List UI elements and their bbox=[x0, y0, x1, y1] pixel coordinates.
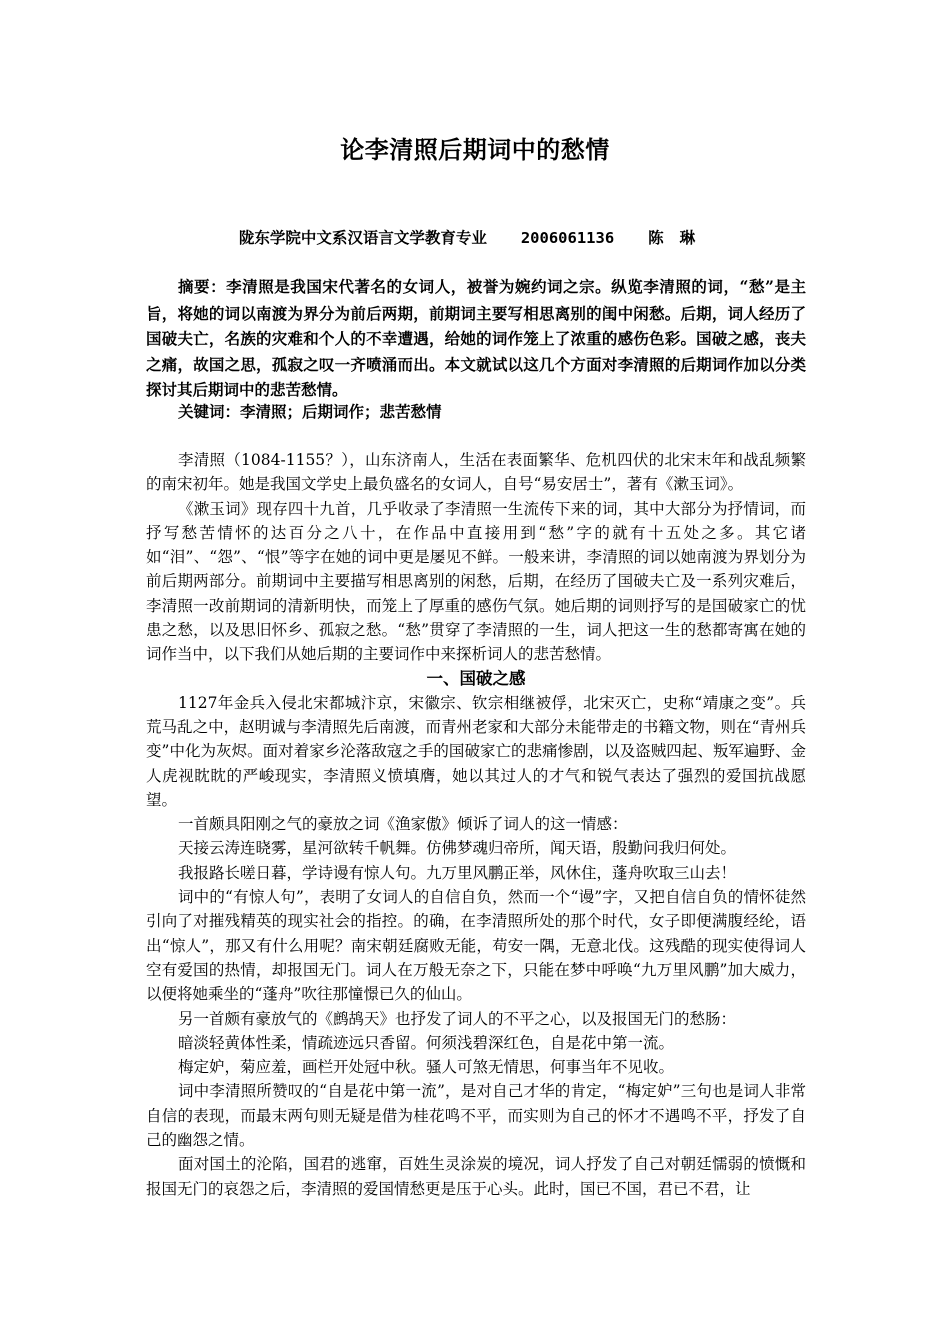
poem-line: 天接云涛连晓雾，星河欲转千帆舞。仿佛梦魂归帝所，闻天语，殷勤问我归何处。 bbox=[178, 839, 737, 858]
author-name: 陈琳 bbox=[648, 228, 712, 247]
paragraph-shuyu-ci: 《漱玉词》现存四十九首，几乎收录了李清照一生流传下来的词，其中大部分为抒情词，而抒写愁苦情怀的达百分之八十，在作品中直接用到“愁”字的就有十五处之多。其它诸如“泪”、“怨”、“恨”等字在她的词中更是屡见不鲜。一般来讲，李清照的词以她南渡为界划分为前后期两部分。前期词中主要描写相思离别的闲愁，后期，在经历了国破夫亡及一系列灾难后，李清照一改前期词的清新明快，而笼上了厚重的感伤气氛。她后期的词则抒写的是国破家亡的忧患之愁，以及思旧怀乡、孤寂之愁。“愁”贯穿了李清照的一生，词人把这一生的愁都寄寓在她的词作当中，以下我们从她后期的主要词作中来探析词人的悲苦愁情。 bbox=[146, 499, 806, 664]
poem-line: 暗淡轻黄体性柔，情疏迹远只香留。何须浅碧深红色，自是花中第一流。 bbox=[178, 1033, 675, 1052]
document-title: 论李清照后期词中的愁情 bbox=[340, 136, 610, 164]
paragraph-yujiaao-analysis: 词中的“有惊人句”，表明了女词人的自信自负，然而一个“谩”字，又把自信自负的情怀徒然引向了对摧残精英的现实社会的指控。的确，在李清照所处的那个时代，女子即便满腹经纶，语出“惊人”，那又有什么用呢？南宋朝廷腐败无能，苟安一隅，无意北伐。这残酷的现实使得词人空有爱国的热情，却报国无门。词人在万般无奈之下，只能在梦中呼唤“九万里风鹏”加大威力，以便将她乘坐的“蓬舟”吹往那憧憬已久的仙山。 bbox=[146, 888, 806, 1004]
paragraph-jingkang: 1127年金兵入侵北宋都城汴京，宋徽宗、钦宗相继被俘，北宋灭亡，史称“靖康之变”。兵荒马乱之中，赵明诚与李清照先后南渡，而青州老家和大部分未能带走的书籍文物，则在“青州兵变”中化为灰烬。面对着家乡沦落敌寇之手的国破家亡的悲痛惨剧，以及盗贼四起、叛军遍野、金人虎视眈眈的严峻现实，李清照义愤填膺，她以其过人的才气和锐气表达了强烈的爱国抗战愿望。 bbox=[146, 693, 806, 809]
paragraph-patriotic-sorrow: 面对国土的沦陷，国君的逃窜，百姓生灵涂炭的境况，词人抒发了自己对朝廷懦弱的愤慨和报国无门的哀怨之后，李清照的爱国情愁更是压于心头。此时，国已不国，君已不君，让 bbox=[146, 1155, 806, 1198]
paragraph-intro: 李清照（1084-1155？），山东济南人，生活在表面繁华、危机四伏的北宋末年和战乱频繁的南宋初年。她是我国文学史上最负盛名的女词人，自号“易安居士”，著有《漱玉词》。 bbox=[146, 451, 806, 494]
abstract bbox=[146, 274, 806, 403]
poem-line: 梅定妒，菊应羞，画栏开处冠中秋。骚人可煞无情思，何事当年不见收。 bbox=[178, 1058, 675, 1077]
section-heading: 一、国破之感 bbox=[426, 668, 526, 688]
body-text bbox=[146, 448, 806, 1201]
abstract-text: 李清照是我国宋代著名的女词人，被誉为婉约词之宗。纵览李清照的词，“愁”是主旨，将她的词以南渡为界分为前后两期，前期词主要写相思离别的闺中闲愁。后期，词人经历了国破夫亡，名族的灾难和个人的不幸遭遇，给她的词作笼上了浓重的感伤色彩。国破之感，丧夫之痛，故国之思，孤寂之叹一齐喷涌而出。本文就试以这几个方面对李清照的后期词作加以分类探讨其后期词中的悲苦愁情。 bbox=[146, 277, 806, 399]
student-id: 2006061136 bbox=[520, 229, 615, 247]
poem-line: 我报路长嗟日暮，学诗谩有惊人句。九万里风鹏正举，风休住，蓬舟吹取三山去！ bbox=[178, 863, 737, 882]
keywords-label: 关键词： bbox=[178, 403, 241, 421]
abstract-label: 摘要： bbox=[178, 278, 227, 296]
author-affiliation: 陇东学院中文系汉语言文学教育专业 bbox=[238, 228, 487, 247]
paragraph-zhegutian-analysis: 词中李清照所赞叹的“自是花中第一流”，是对自己才华的肯定，“梅定妒”三句也是词人非常自信的表现，而最末两句则无疑是借为桂花鸣不平，而实则为自己的怀才不遇鸣不平，抒发了自己的幽怨之情。 bbox=[146, 1082, 806, 1150]
paragraph-yujiaao-intro: 一首颇具阳刚之气的豪放之词《渔家傲》倾诉了词人的这一情感： bbox=[178, 815, 628, 834]
author-line bbox=[0, 227, 950, 249]
keywords bbox=[146, 400, 806, 424]
paragraph-zhegutian-intro: 另一首颇有豪放气的《鹧鸪天》也抒发了词人的不平之心，以及报国无门的愁肠： bbox=[178, 1009, 737, 1028]
keywords-text: 李清照；后期词作；悲苦愁情 bbox=[240, 402, 442, 421]
